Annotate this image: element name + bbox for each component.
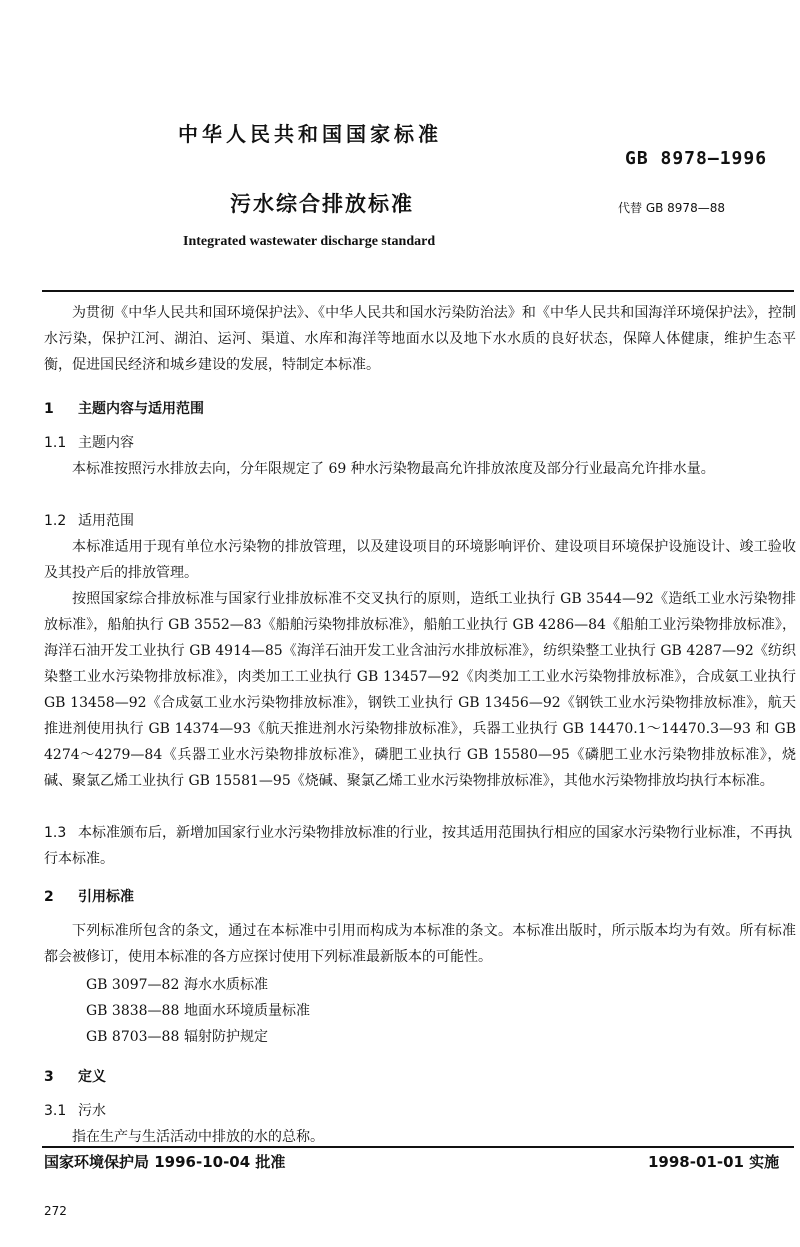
reference-name: 海水水质标准 [184, 977, 268, 993]
reference-code: GB 3838—88 [86, 1003, 180, 1019]
page-number: 272 [44, 1204, 67, 1218]
subsection-number: 3.1 [44, 1103, 67, 1119]
reference-name: 地面水环境质量标准 [184, 1003, 310, 1019]
subsection-1-2-text-2: 按照国家综合排放标准与国家行业排放标准不交叉执行的原则，造纸工业执行 GB 3544—92《造纸工业水污染物排放标准》，船舶执行 GB 3552—83《船舶污染物排放标准》，船舶工业执行 GB 4286—84《船舶工业污染物排放标准》，海洋石油开发工业执行 GB 4914—85《海洋石油开发工业含油污水排放标准》，纺织染整工业执行 GB 4287—92《纺织染整工业水污染物排放标准》，肉类加工工业执行 GB 13457—92《肉类加工工业水污染物排放标准》，合成氨工业执行 GB 13458—92《合成氨工业水污染物排放标准》，钢铁工业执行 GB 13456—92《钢铁工业水污染物排放标准》，航天推进剂使用执行 GB 14374—93《航天推进剂水污染物排放标准》，兵器工业执行 GB 14470.1～14470.3—93 和 GB 4274～4279—84《兵器工业水污染物排放标准》，磷肥工业执行 GB 15580—95《磷肥工业水污染物排放标准》，烧碱、聚氯乙烯工业执行 GB 15581—95《烧碱、聚氯乙烯工业水污染物排放标准》，其他水污染物排放均执行本标准。 [44, 591, 796, 789]
reference-list [86, 972, 310, 1050]
section-3-heading [44, 1064, 796, 1090]
intro-text: 为贯彻《中华人民共和国环境保护法》、《中华人民共和国水污染防治法》和《中华人民共和国海洋环境保护法》，控制水污染，保护江河、湖泊、运河、渠道、水库和海洋等地面水以及地下水水质的良好状态，保障人体健康，维护生态平衡，促进国民经济和城乡建设的发展，特制定本标准。 [44, 305, 796, 373]
standard-code: GB 8978—1996 [625, 148, 768, 169]
subsection-number: 1.2 [44, 513, 67, 529]
effective-date: 1998-01-01 实施 [648, 1153, 780, 1171]
section-2-text-block [44, 918, 796, 970]
subsection-1-3-text [44, 820, 796, 872]
subsection-1-2-heading [44, 508, 796, 534]
reference-item [86, 1024, 310, 1050]
section-title: 引用标准 [78, 889, 134, 905]
section-3-1 [44, 1098, 796, 1150]
section-1-2 [44, 508, 796, 794]
reference-code: GB 8703—88 [86, 1029, 180, 1045]
section-1-heading [44, 396, 796, 422]
english-title: Integrated wastewater discharge standard [183, 234, 436, 249]
subsection-1-2-text-1: 本标准适用于现有单位水污染物的排放管理，以及建设项目的环境影响评价、建设项目环境保护设施设计、竣工验收及其投产后的排放管理。 [44, 539, 796, 581]
subsection-number: 1.3 [44, 825, 67, 841]
subsection-1-3-body: 本标准颁布后，新增加国家行业水污染物排放标准的行业，按其适用范围执行相应的国家水污染物行业标准，不再执行本标准。 [44, 825, 792, 867]
reference-code: GB 3097—82 [86, 977, 180, 993]
section-1-3 [44, 820, 796, 872]
section-2 [44, 884, 796, 910]
section-number: 2 [44, 889, 54, 905]
section-title: 定义 [78, 1069, 106, 1085]
standard-category: 中华人民共和国国家标准 [178, 122, 442, 146]
section-title: 主题内容与适用范围 [78, 401, 204, 417]
intro-paragraph [44, 300, 796, 378]
section-number: 1 [44, 401, 54, 417]
subsection-3-1-text: 指在生产与生活活动中排放的水的总称。 [72, 1129, 324, 1145]
section-1-1 [44, 430, 796, 482]
reference-item [86, 998, 310, 1024]
subsection-1-1-heading [44, 430, 796, 456]
subsection-title: 适用范围 [78, 513, 134, 529]
reference-item [86, 972, 310, 998]
document-title: 污水综合排放标准 [230, 192, 414, 216]
subsection-3-1-heading [44, 1098, 796, 1124]
subsection-number: 1.1 [44, 435, 67, 451]
header-rule [42, 290, 794, 292]
replaces-note: 代替 GB 8978—88 [618, 201, 725, 215]
subsection-title: 主题内容 [78, 435, 134, 451]
section-number: 3 [44, 1069, 54, 1085]
section-3 [44, 1064, 796, 1090]
approval-note: 国家环境保护局 1996-10-04 批准 [44, 1153, 286, 1171]
reference-name: 辐射防护规定 [184, 1029, 268, 1045]
section-2-heading [44, 884, 796, 910]
section-2-text: 下列标准所包含的条文，通过在本标准中引用而构成为本标准的条文。本标准出版时，所示版本均为有效。所有标准都会被修订，使用本标准的各方应探讨使用下列标准最新版本的可能性。 [44, 923, 796, 965]
subsection-title: 污水 [78, 1103, 106, 1119]
subsection-1-1-text: 本标准按照污水排放去向，分年限规定了 69 种水污染物最高允许排放浓度及部分行业最高允许排水量。 [72, 461, 715, 477]
section-1 [44, 396, 796, 422]
footer-rule [42, 1146, 794, 1148]
